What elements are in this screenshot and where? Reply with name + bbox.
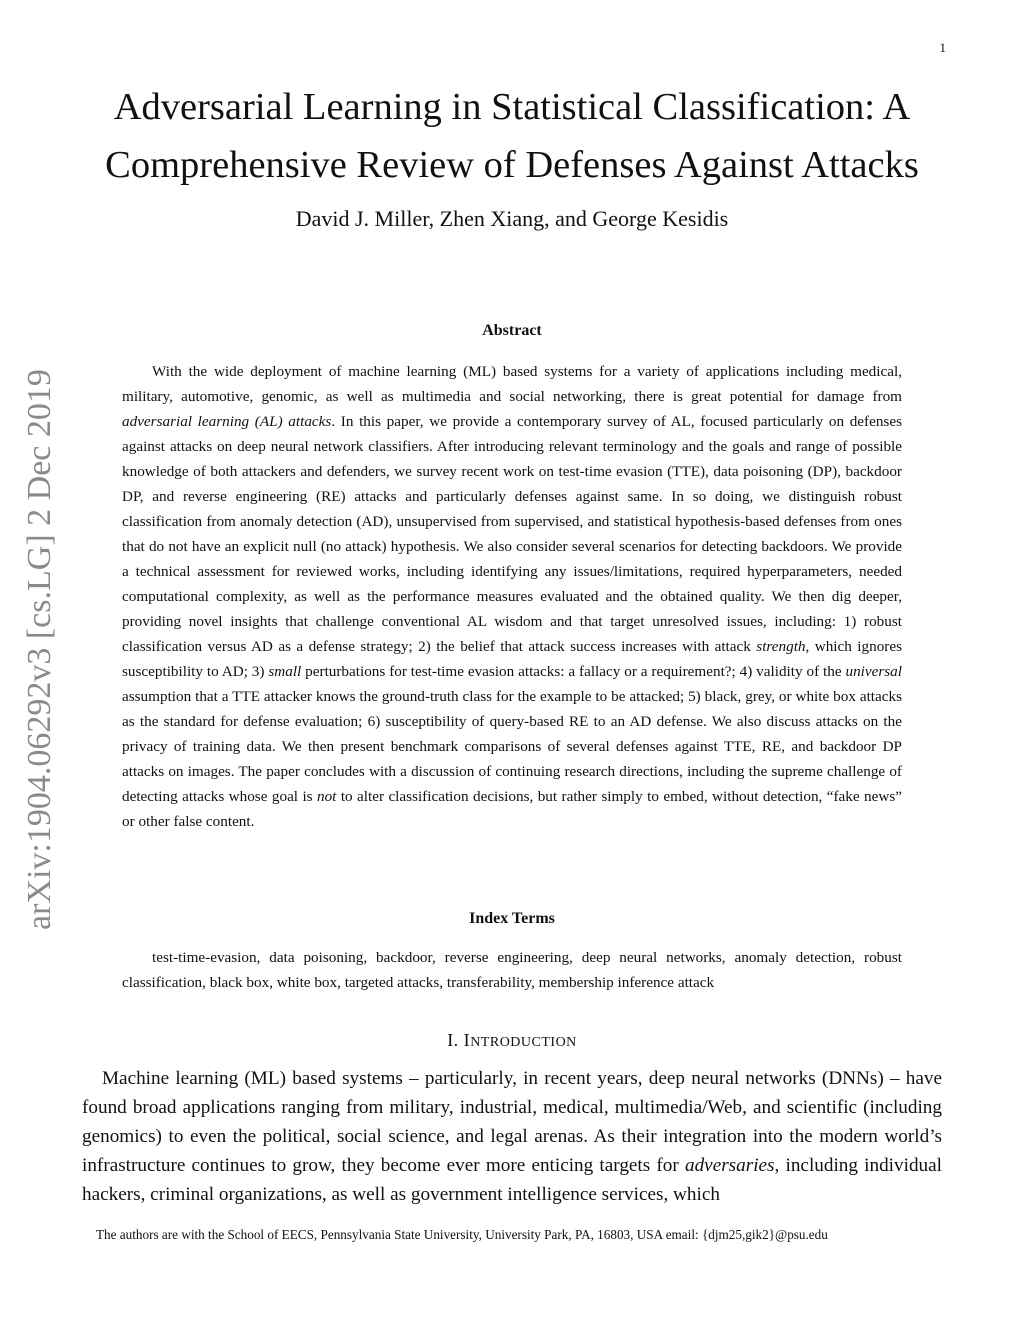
abstract-emphasis-al-attacks: adversarial learning (AL) attacks <box>122 413 332 430</box>
page-number: 1 <box>939 40 946 55</box>
arxiv-identifier-stamp: arXiv:1904.06292v3 [cs.LG] 2 Dec 2019 <box>21 369 58 930</box>
author-affiliation-footnote: The authors are with the School of EECS, Pennsylvania State University, University Park, PA, 16803, USA email: {djm25,gik2}@psu.edu <box>96 1227 828 1242</box>
index-terms-text: test-time-evasion, data poisoning, backdoor, reverse engineering, deep neural networks, anomaly detection, robust classification, black box, white box, targeted attacks, transferability, membership inference attack <box>122 949 902 991</box>
abstract-emphasis-small: small <box>268 663 302 680</box>
abstract-emphasis-universal: universal <box>845 663 902 680</box>
introduction-heading: I. INTRODUCTION <box>447 1030 577 1050</box>
author-list: David J. Miller, Zhen Xiang, and George Kesidis <box>295 206 729 231</box>
introduction-text: Machine learning (ML) based systems – particularly, in recent years, deep neural networks (DNNs) – have found broad applications ranging from military, industrial, medical, multimedia/Web, and scientific (including genomics) to even the political, social science, and legal arenas. As their integration into the modern world’s infrastructure continues to grow, they become ever more enticing targets for adversaries, including individual hackers, criminal organizations, as well as government intelligence services, which <box>82 1068 942 1205</box>
abstract-emphasis-strength: strength <box>756 638 806 655</box>
intro-emphasis-adversaries: adversaries <box>684 1155 775 1176</box>
abstract-emphasis-not: not <box>316 788 337 805</box>
paper-title: Adversarial Learning in Statistical Classification: A Comprehensive Review of Defenses Against Attacks <box>105 86 919 186</box>
index-terms-heading: Index Terms <box>469 910 555 927</box>
abstract-text: With the wide deployment of machine learning (ML) based systems for a variety of applications including medical, military, automotive, genomic, as well as multimedia and social networking, there is great potential for damage from adversarial learning (AL) attacks. In this paper, we provide a contemporary survey of AL, focused particularly on defenses against attacks on deep neural network classifiers. After introducing relevant terminology and the goals and range of possible knowledge of both attackers and defenders, we survey recent work on test-time evasion (TTE), data poisoning (DP), backdoor DP, and reverse engineering (RE) attacks and particularly defenses against same. In so doing, we distinguish robust classification from anomaly detection (AD), unsupervised from supervised, and statistical hypothesis-based defenses from ones that do not have an explicit null (no attack) hypothesis. We also consider several scenarios for detecting backdoors. We provide a technical assessment for reviewed works, including identifying any issues/limitations, required hyperparameters, needed computational complexity, as well as the performance measures evaluated and the obtained quality. We then dig deeper, providing novel insights that challenge conventional AL wisdom and that target unresolved issues, including: 1) robust classification versus AD as a defense strategy; 2) the belief that attack success increases with attack strength, which ignores susceptibility to AD; 3) small perturbations for test-time evasion attacks: a fallacy or a requirement?; 4) validity of the universal assumption that a TTE attacker knows the ground-truth class for the example to be attacked; 5) black, grey, or white box attacks as the standard for defense evaluation; 6) susceptibility of query-based RE to an AD defense. We also discuss attacks on the privacy of training data. We then present benchmark comparisons of several defenses against TTE, RE, and backdoor DP attacks on images. The paper concludes with a discussion of continuing research directions, including the supreme challenge of detecting attacks whose goal is not to alter classification decisions, but rather simply to embed, without detection, “fake news” or other false content. <box>122 363 903 830</box>
abstract-heading: Abstract <box>482 322 542 339</box>
